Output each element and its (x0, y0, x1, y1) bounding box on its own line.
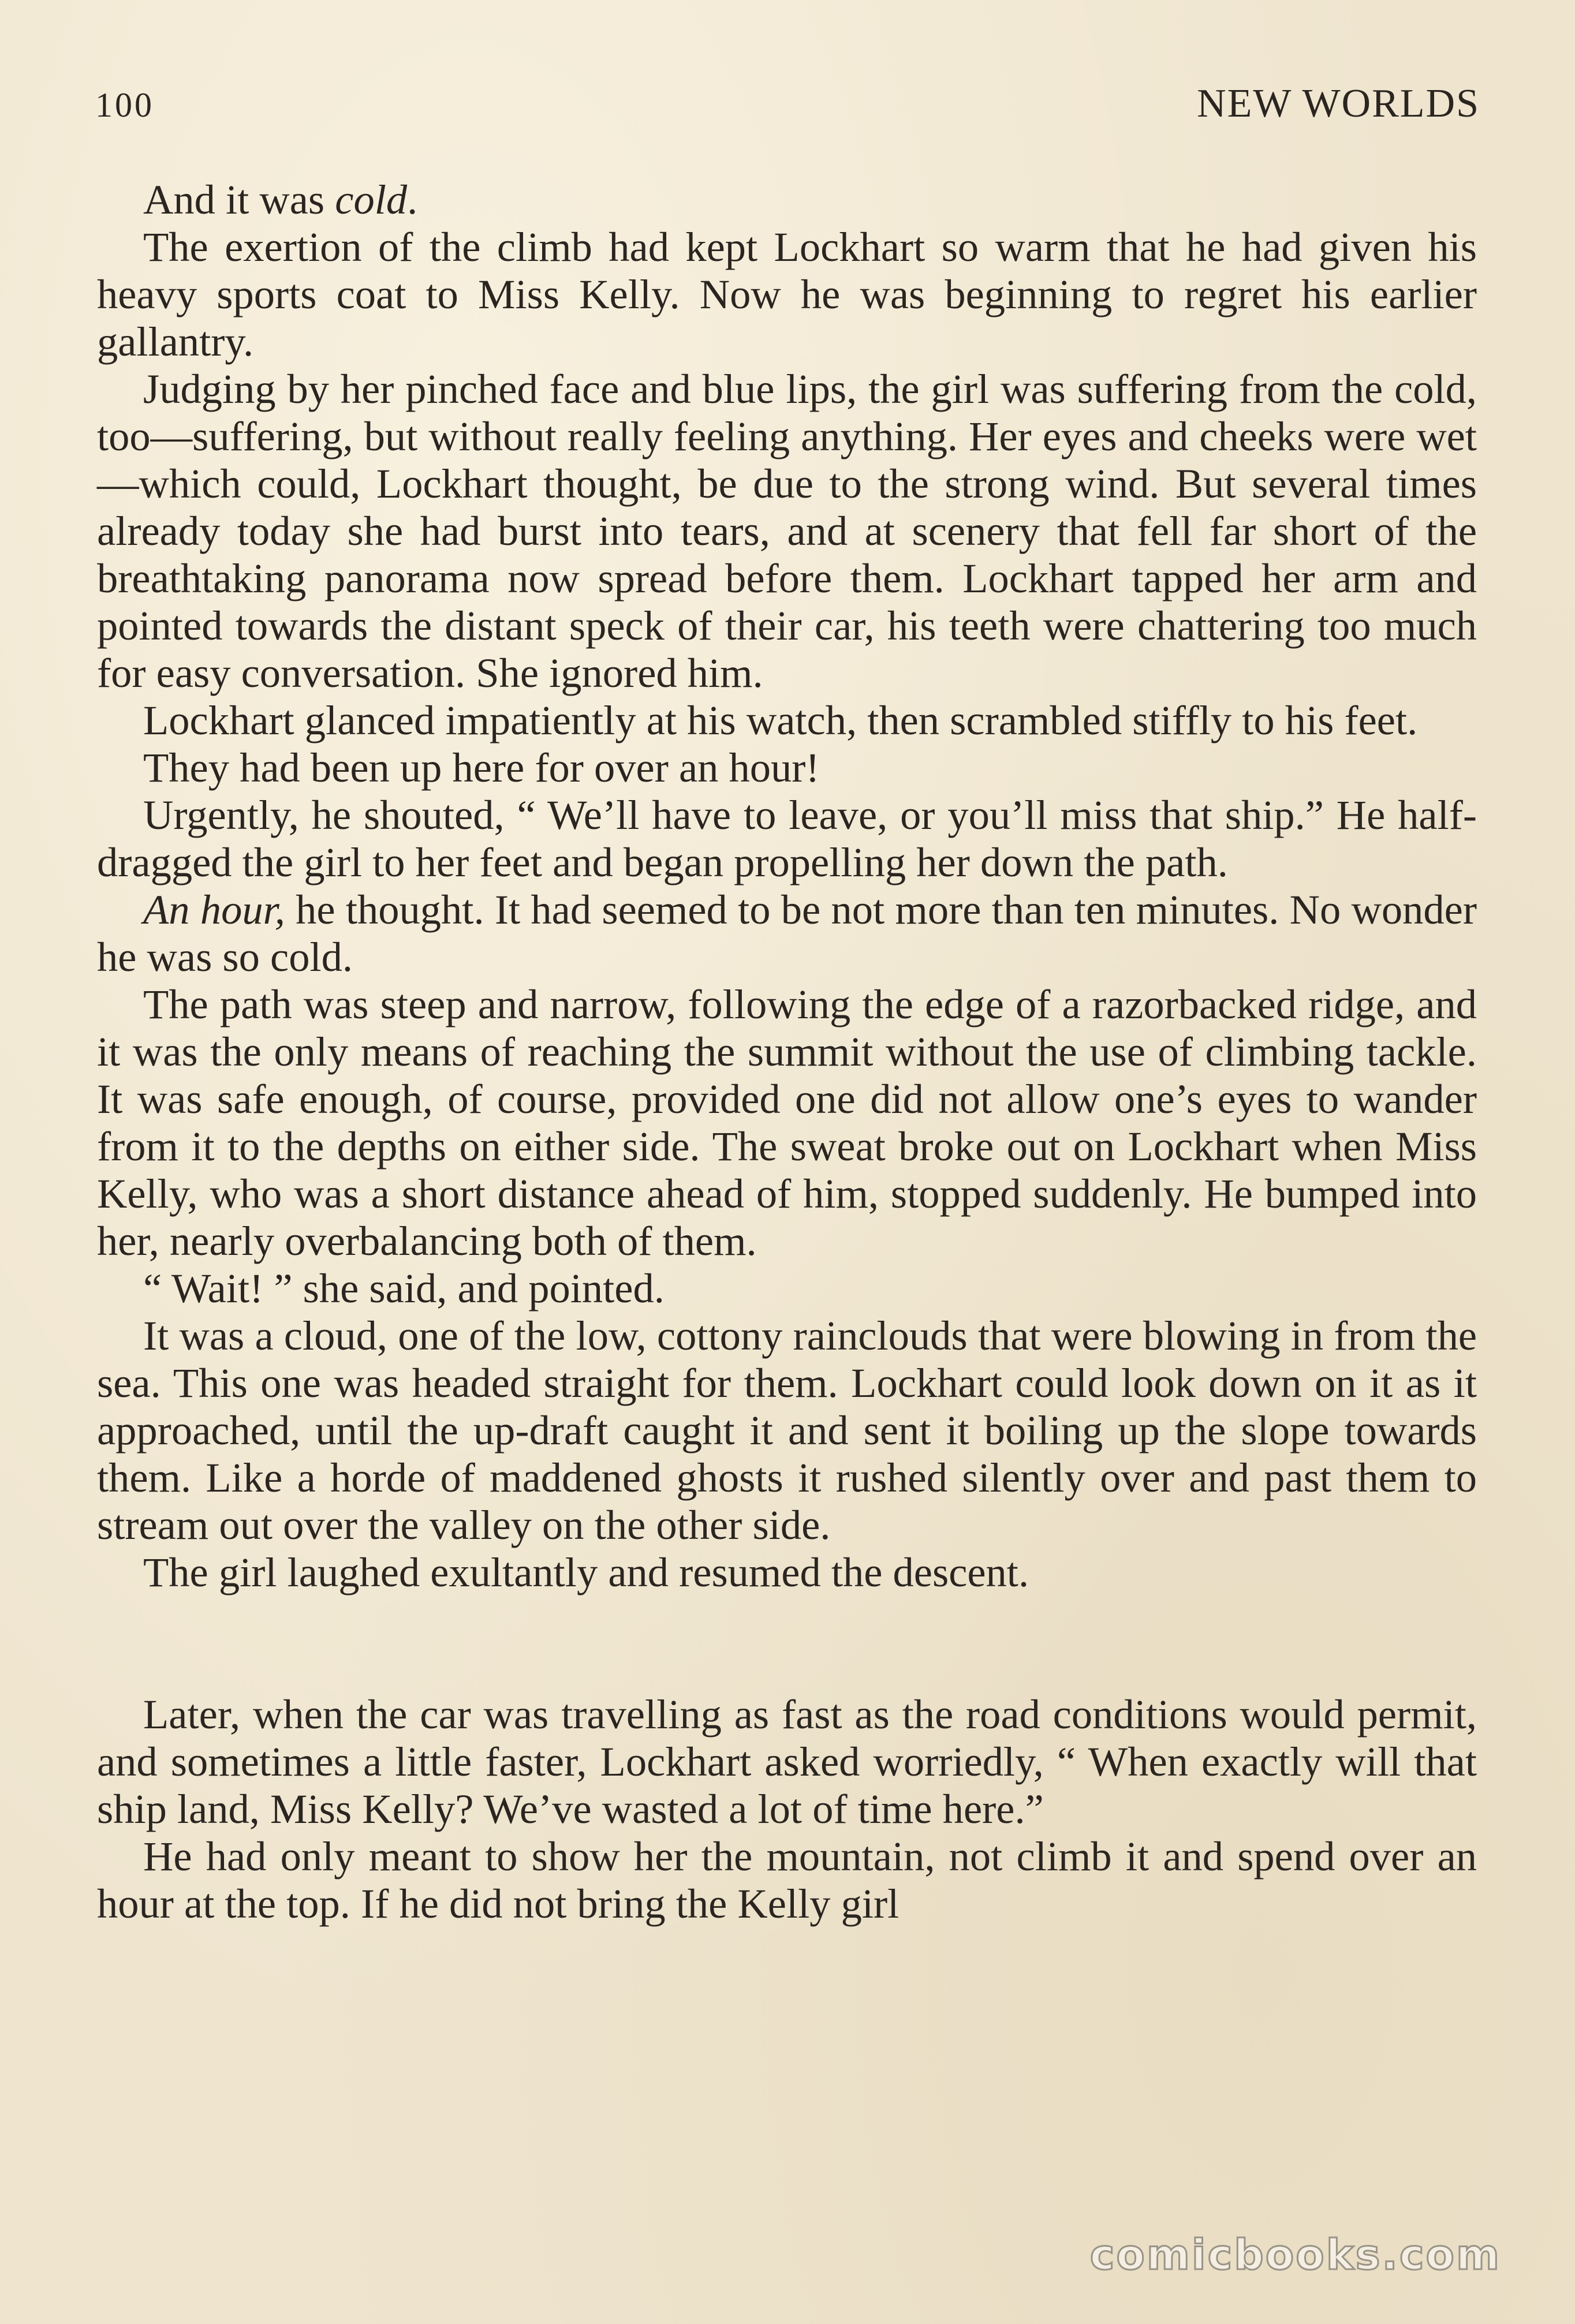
paragraph: The exertion of the climb had kept Lockhart so warm that he had given his heavy sports coat to Miss Kelly. Now he was beginning to regret his earlier gallantry. (97, 223, 1477, 365)
paragraph: Judging by her pinched face and blue lips, the girl was suffering from the cold, too—suffering, but without really feeling anything. Her eyes and cheeks were wet—which could, Lockhart thought, be due to the strong wind. But several times already today she had burst into tears, and at scenery that fell far short of the breathtaking panorama now spread before them. Lockhart tapped her arm and pointed towards the distant speck of their car, his teeth were chattering too much for easy conversation. She ignored him. (97, 365, 1477, 696)
paragraph: It was a cloud, one of the low, cottony rainclouds that were blowing in from the sea. This one was headed straight for them. Lockhart could look down on it as it approached, until the up-draft caught it and sent it boiling up the slope towards them. Like a horde of maddened ghosts it rushed silently over and past them to stream out over the valley on the other side. (97, 1312, 1477, 1548)
paragraph: They had been up here for over an hour! (143, 744, 820, 791)
page-header (95, 81, 1480, 133)
paragraph: The girl laughed exultantly and resumed the descent. (143, 1549, 1029, 1596)
paragraph: And it was cold. (143, 176, 418, 223)
running-title: NEW WORLDS (1197, 81, 1480, 126)
paragraph: He had only meant to show her the mountain, not climb it and spend over an hour at the top. If he did not bring the Kelly girl (97, 1833, 1477, 1927)
paragraph: An hour, he thought. It had seemed to be not more than ten minutes. No wonder he was so cold. (97, 886, 1477, 980)
page-number: 100 (95, 86, 154, 124)
paragraph: The path was steep and narrow, following the edge of a razorbacked ridge, and it was the only means of reaching the summit without the use of climbing tackle. It was safe enough, of course, provided one did not allow one’s eyes to wander from it to the depths on either side. The sweat broke out on Lockhart when Miss Kelly, who was a short distance ahead of him, stopped suddenly. He bumped into her, nearly overbalancing both of them. (97, 981, 1477, 1264)
paragraph: Urgently, he shouted, “ We’ll have to leave, or you’ll miss that ship.” He half-dragged the girl to her feet and began propelling her down the path. (97, 791, 1477, 885)
paragraph: Lockhart glanced impatiently at his watch, then scrambled stiffly to his feet. (143, 697, 1418, 743)
paragraph: “ Wait! ” she said, and pointed. (143, 1265, 665, 1312)
paragraph: Later, when the car was travelling as fast as the road conditions would permit, and sometimes a little faster, Lockhart asked worriedly, “ When exactly will that ship land, Miss Kelly? We’ve wasted a lot of time here.” (97, 1691, 1477, 1832)
watermark: comicbooks.com (1089, 2230, 1501, 2279)
body-text (97, 176, 1477, 1927)
